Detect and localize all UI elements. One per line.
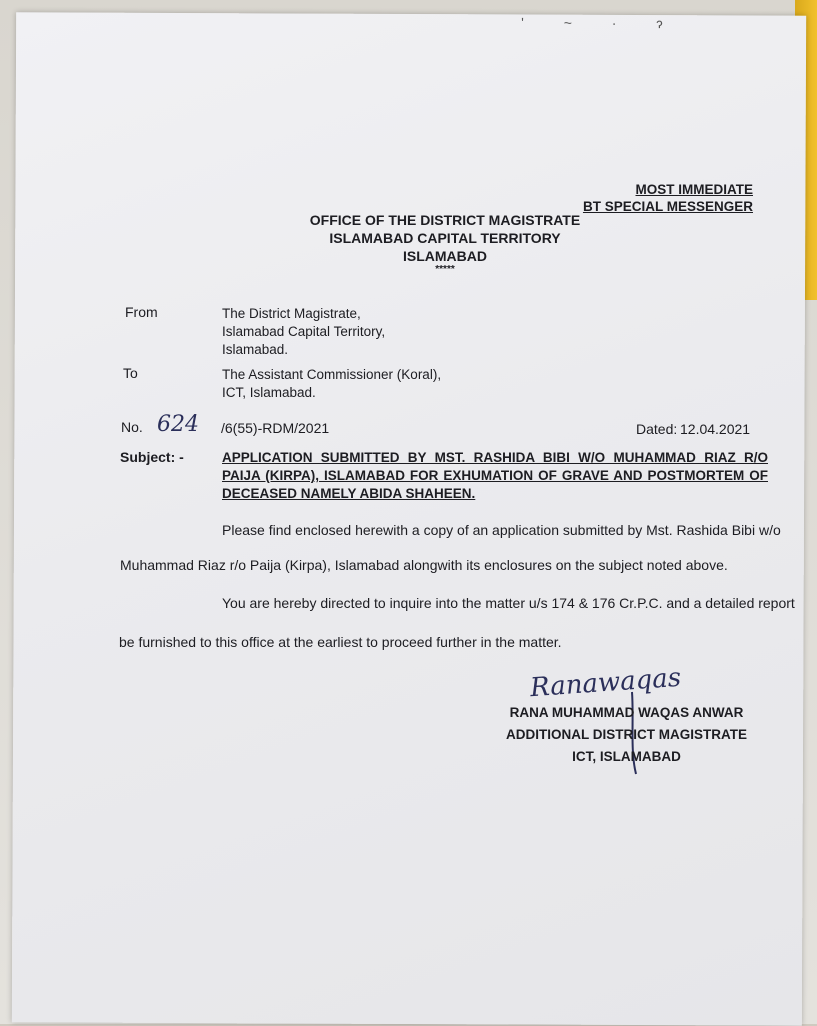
para-2-line-1: You are hereby directed to inquire into the matter u/s 174 & 176 Cr.P.C. and a detailed report	[222, 595, 795, 611]
office-line-1: OFFICE OF THE DISTRICT MAGISTRATE	[309, 212, 581, 228]
date-value: 12.04.2021	[680, 421, 751, 437]
signatory-location: ICT, ISLAMABAD	[572, 749, 681, 764]
signatory-designation: ADDITIONAL DISTRICT MAGISTRATE	[506, 727, 747, 742]
to-line-2: ICT, Islamabad.	[222, 385, 316, 400]
priority-line-2: BT SPECIAL MESSENGER	[582, 199, 753, 214]
para-2-line-2: be furnished to this office at the earliest to proceed further in the matter.	[119, 634, 562, 650]
letter-page	[12, 12, 806, 1025]
signature-block	[506, 702, 747, 768]
no-label: No.	[121, 419, 143, 435]
para-1-line-1: Please find enclosed herewith a copy of an application submitted by Mst. Rashida Bibi w/o	[222, 522, 781, 538]
margin-marks: ' ~ · ɂ	[521, 14, 681, 32]
para-1-line-2: Muhammad Riaz r/o Paija (Kirpa), Islamabad alongwith its enclosures on the subject noted above.	[120, 557, 728, 573]
from-address	[222, 305, 385, 359]
signatory-name: RANA MUHAMMAD WAQAS ANWAR	[509, 705, 744, 720]
priority-line-1: MOST IMMEDIATE	[635, 182, 753, 197]
dated-label: Dated:	[636, 421, 678, 437]
from-line-1: The District Magistrate,	[222, 306, 361, 321]
from-line-2: Islamabad Capital Territory,	[222, 324, 386, 339]
file-reference: /6(55)-RDM/2021	[221, 420, 330, 436]
subject-text: APPLICATION SUBMITTED BY MST. RASHIDA BIBI W/O MUHAMMAD RIAZ R/O PAIJA (KIRPA), ISLAMABAD FOR EXHUMATION OF GRAVE AND POSTMORTEM OF DECEASED NAMELY ABIDA SHAHEEN.	[222, 450, 768, 501]
heading-stars: *****	[435, 264, 455, 275]
from-line-3: Islamabad.	[222, 342, 289, 357]
from-label: From	[125, 304, 158, 320]
to-address	[222, 366, 441, 402]
to-label: To	[123, 365, 138, 381]
handwritten-number: 624	[157, 412, 199, 437]
office-line-3: ISLAMABAD	[403, 248, 487, 264]
priority-block	[583, 181, 753, 215]
handwritten-signature: Ranawaqas	[529, 662, 683, 704]
subject-label: Subject: -	[120, 449, 184, 465]
to-line-1: The Assistant Commissioner (Koral),	[222, 367, 442, 382]
office-heading	[290, 211, 600, 275]
office-line-2: ISLAMABAD CAPITAL TERRITORY	[329, 230, 561, 246]
